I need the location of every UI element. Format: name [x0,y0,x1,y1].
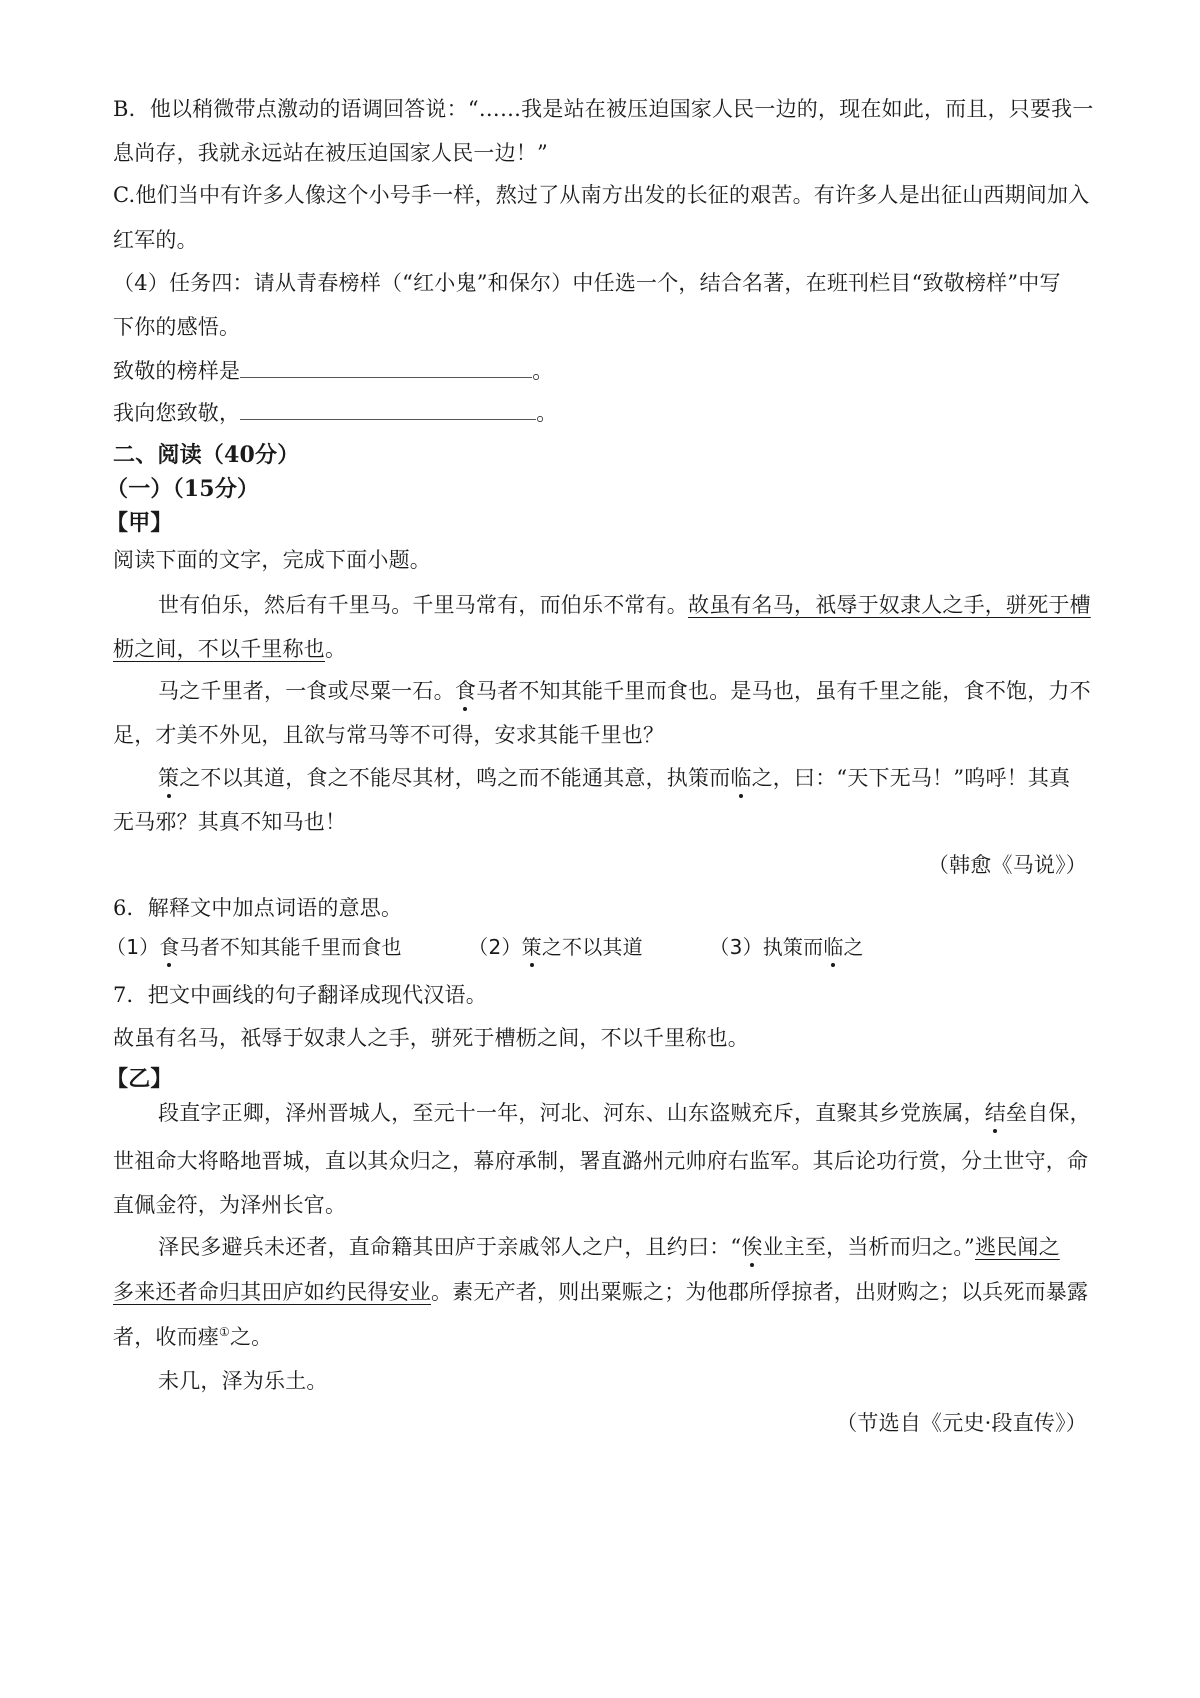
answer-blank-1 [113,356,553,386]
q6-dotted-ce: 策 [522,932,542,962]
task4-line1: （4）任务四：请从青春榜样（“红小鬼”和保尔）中任选一个，结合名著，在班刊栏目“致敬榜样”中写 [113,271,1061,295]
source-han-yu: （韩愈《马说》） [927,853,1087,877]
jia-p3-rest: 之，曰：“天下无马！”呜呼！其真 [751,766,1071,790]
jia-p1-plain: 世有伯乐，然后有千里马。千里马常有，而伯乐不常有。 [158,593,688,617]
reading-instruction: 阅读下面的文字，完成下面小题。 [113,548,431,572]
jia-para1-line1 [158,590,1091,620]
task4-line2: 下你的感悟。 [113,315,241,339]
yi-p1-start: 段直字正卿，泽州晋城人，至元十一年，河北、河东、山东盗贼充斥，直聚其乡党族属， [158,1101,985,1125]
q6-item1-num: （1） [106,935,160,959]
answer-blank-2 [113,398,557,428]
fill-blank-2[interactable] [240,399,536,420]
jia-para1-line2 [113,634,346,664]
yi-para2-line3 [113,1322,272,1352]
q6-dotted-lin: 临 [823,932,843,962]
q6-dotted-shi: 食 [159,932,179,962]
jia-p3-mid: 之不以其道，食之不能尽其材，鸣之而不能通其意，执策而 [179,766,731,790]
blank1-prefix: 致敬的榜样是 [113,359,241,383]
yi-para2-line1 [158,1232,1060,1262]
q6-item3-text: 之 [843,935,864,959]
yi-p2-mid: 业主至，当析而归之。” [762,1235,975,1259]
q6-item3-num: （3）执策而 [709,935,824,959]
q6-item2-text: 之不以其道 [541,935,643,959]
yi-para2-line2 [113,1277,1088,1307]
option-b-line2: 息尚存，我就永远站在被压迫国家人民一边！” [113,141,548,165]
fill-blank-1[interactable] [240,357,532,378]
yi-p1-rest: 垒自保， [1006,1101,1091,1125]
blank1-suffix: 。 [532,359,554,383]
yi-para1-line2: 世祖命大将略地晋城，直以其众归之，幕府承制，署直潞州元帅府右监军。其后论功行赏，分土世守，命 [113,1149,1089,1173]
yi-para1-line1 [158,1098,1091,1128]
underlined-yi-part2: 多来还者命归其田庐如约民得安业 [113,1280,431,1304]
yi-p2-end-b: 之。 [229,1325,273,1349]
blank2-prefix: 我向您致敬， [113,401,241,425]
jia-para3-line1 [158,763,1070,793]
jia-p1-end: 。 [325,637,347,661]
jia-para3-line2: 无马邪？其真不知马也！ [113,810,347,834]
underlined-sentence-part2: 枥之间，不以千里称也 [113,637,325,661]
yi-para1-line3: 直佩金符，为泽州长官。 [113,1193,347,1217]
jia-p2-rest: 马者不知其能千里而食也。是马也，虽有千里之能，食不饱，力不 [476,679,1091,703]
jia-para2-line1 [158,676,1091,706]
source-yuan-shi: （节选自《元史·段直传》） [836,1411,1087,1435]
yi-label: 【乙】 [106,1066,173,1092]
dotted-word-shi: 食 [455,676,476,706]
dotted-word-lin: 临 [730,763,751,793]
question-7: 7．把文中画线的句子翻译成现代汉语。 [113,983,487,1007]
blank2-suffix: 。 [536,401,558,425]
dotted-word-si: 俟 [741,1232,762,1262]
option-c-line1: C.他们当中有许多人像这个小号手一样，熬过了从南方出发的长征的艰苦。有许多人是出征山西期间加入 [113,183,1090,207]
yi-para3: 未几，泽为乐土。 [158,1369,328,1393]
q6-item1-text: 马者不知其能千里而食也 [179,935,402,959]
q6-item2-num: （2） [468,935,522,959]
jia-para2-line2: 足，才美不外见，且欲与常马等不可得，安求其能千里也？ [113,723,665,747]
dotted-word-ce: 策 [158,763,179,793]
dotted-word-jie: 结 [985,1098,1006,1128]
question-7-sentence: 故虽有名马，祇辱于奴隶人之手，骈死于槽枥之间，不以千里称也。 [113,1026,749,1050]
yi-p2-start: 泽民多避兵未还者，直命籍其田庐于亲戚邻人之户，且约曰：“ [158,1235,742,1259]
option-c-line2: 红军的。 [113,228,198,252]
jia-p2-start: 马之千里者，一食或尽粟一石。 [158,679,455,703]
underlined-sentence-part1: 故虽有名马，祇辱于奴隶人之手，骈死于槽 [688,593,1091,617]
subsection1-title: （一）（15分） [106,476,260,502]
question-6-items [106,932,864,962]
section2-title: 二、阅读（40分） [113,442,300,468]
yi-p2-end-a: 者，收而瘗 [113,1325,219,1349]
option-b-line1: B．他以稍微带点激动的语调回答说：“……我是站在被压迫国家人民一边的，现在如此，而且，只要我一 [113,97,1094,121]
jia-label: 【甲】 [106,510,173,536]
question-6: 6．解释文中加点词语的意思。 [113,896,403,920]
footnote-marker: ① [219,1325,230,1339]
underlined-yi-part1: 逃民闻之 [974,1235,1060,1259]
yi-p2-rest: 。素无产者，则出粟赈之；为他郡所俘掠者，出财购之；以兵死而暴露 [431,1280,1089,1304]
